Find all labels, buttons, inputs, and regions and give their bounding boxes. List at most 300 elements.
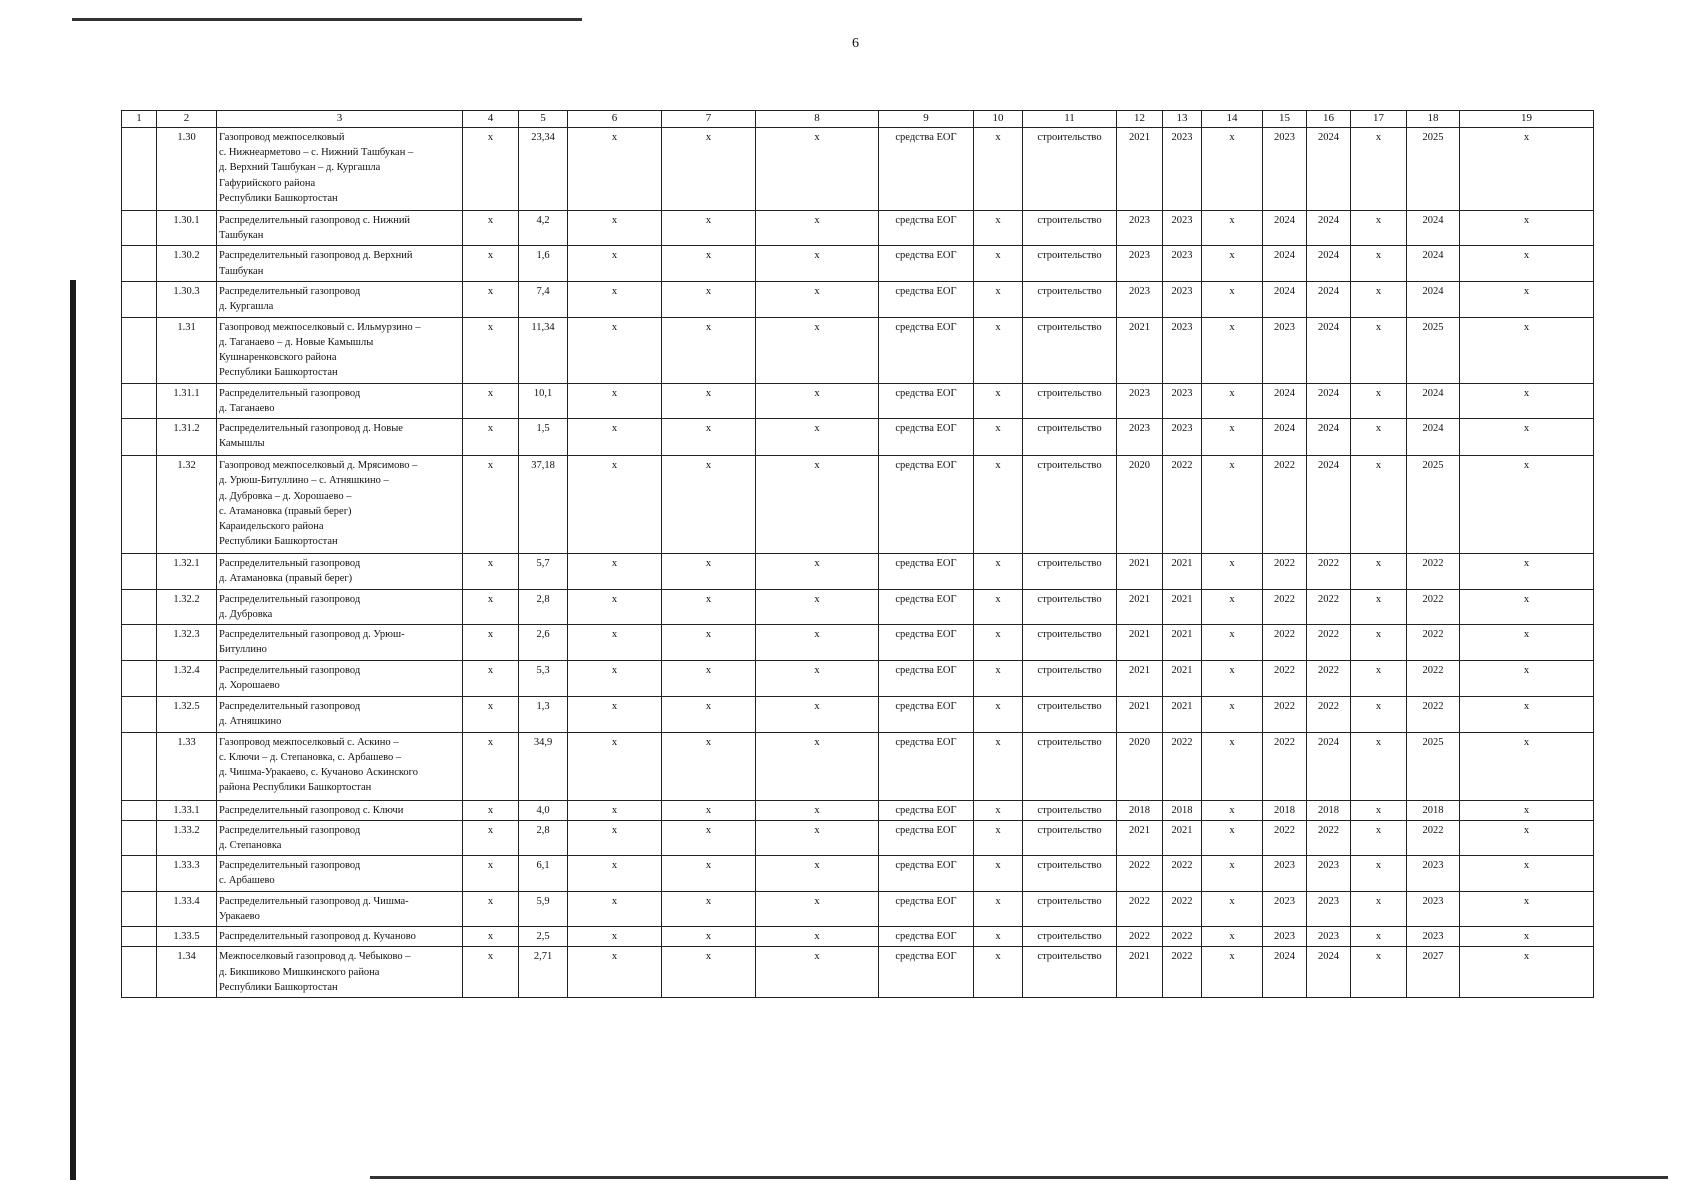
cell-c19: x: [1460, 383, 1594, 418]
row-number: 1.30.1: [157, 210, 217, 245]
row-col-1: [122, 625, 157, 661]
row-number: 1.33.2: [157, 820, 217, 855]
cell-c16: 2018: [1307, 800, 1351, 820]
row-col-1: [122, 210, 157, 245]
object-name-line: д. Чишма-Уракаево, с. Кучаново Аскинского: [219, 767, 418, 778]
cell-c11: строительство: [1023, 383, 1117, 418]
cell-c17: x: [1351, 317, 1407, 383]
object-name-line: Ташбукан: [219, 265, 264, 277]
cell-c11: строительство: [1023, 554, 1117, 589]
object-name-line: д. Атамановка (правый берег): [219, 573, 353, 585]
cell-c13: 2023: [1163, 246, 1202, 281]
cell-c6: x: [568, 820, 662, 855]
cell-c9: средства ЕОГ: [879, 927, 974, 947]
cell-c15: 2022: [1263, 820, 1307, 855]
object-name: [217, 856, 463, 891]
cell-c4: x: [463, 856, 519, 891]
table-row: [122, 927, 1594, 947]
cell-c18: 2025: [1407, 317, 1460, 383]
cell-c4: x: [463, 127, 519, 210]
object-name: [217, 383, 463, 418]
cell-c12: 2023: [1117, 419, 1163, 456]
object-name-line: д. Верхний Ташбукан – д. Кургашла: [219, 162, 381, 174]
cell-c16: 2024: [1307, 210, 1351, 245]
cell-c13: 2023: [1163, 281, 1202, 317]
cell-c14: x: [1202, 697, 1263, 732]
object-name: [217, 661, 463, 697]
object-name: [217, 697, 463, 732]
cell-c12: 2021: [1117, 127, 1163, 210]
object-name-line: Распределительный газопровод: [219, 701, 361, 713]
cell-c8: x: [756, 927, 879, 947]
cell-c7: x: [662, 127, 756, 210]
cell-c13: 2022: [1163, 927, 1202, 947]
cell-c13: 2022: [1163, 947, 1202, 998]
column-header-10: 10: [974, 111, 1023, 128]
cell-c9: средства ЕОГ: [879, 210, 974, 245]
row-col-1: [122, 281, 157, 317]
cell-c8: x: [756, 127, 879, 210]
table-row: [122, 820, 1594, 855]
cell-c6: x: [568, 281, 662, 317]
cell-c17: x: [1351, 891, 1407, 926]
object-name: [217, 891, 463, 926]
row-col-1: [122, 891, 157, 926]
cell-c5: 2,8: [519, 820, 568, 855]
cell-c18: 2023: [1407, 891, 1460, 926]
cell-c6: x: [568, 732, 662, 800]
column-header-6: 6: [568, 111, 662, 128]
cell-c12: 2020: [1117, 456, 1163, 554]
cell-c16: 2023: [1307, 891, 1351, 926]
cell-c17: x: [1351, 625, 1407, 661]
cell-c5: 2,5: [519, 927, 568, 947]
object-name-line: Распределительный газопровод д. Верхний: [219, 250, 413, 262]
column-header-3: 3: [217, 111, 463, 128]
cell-c4: x: [463, 697, 519, 732]
cell-c19: x: [1460, 856, 1594, 891]
cell-c11: строительство: [1023, 697, 1117, 732]
cell-c9: средства ЕОГ: [879, 317, 974, 383]
cell-c19: x: [1460, 456, 1594, 554]
row-number: 1.30.3: [157, 281, 217, 317]
row-col-1: [122, 856, 157, 891]
cell-c15: 2024: [1263, 246, 1307, 281]
cell-c17: x: [1351, 246, 1407, 281]
cell-c5: 11,34: [519, 317, 568, 383]
cell-c8: x: [756, 419, 879, 456]
column-header-12: 12: [1117, 111, 1163, 128]
object-name-line: д. Дубровка: [219, 608, 273, 620]
cell-c13: 2023: [1163, 210, 1202, 245]
cell-c5: 37,18: [519, 456, 568, 554]
cell-c15: 2023: [1263, 127, 1307, 210]
cell-c7: x: [662, 383, 756, 418]
cell-c18: 2022: [1407, 589, 1460, 624]
cell-c8: x: [756, 589, 879, 624]
cell-c18: 2024: [1407, 383, 1460, 418]
object-name-line: д. Атняшкино: [219, 716, 282, 728]
object-name-line: д. Хорошаево: [219, 680, 280, 692]
cell-c10: x: [974, 281, 1023, 317]
scan-edge-top: [72, 18, 582, 21]
cell-c5: 1,5: [519, 419, 568, 456]
object-name-line: Межпоселковый газопровод д. Чебыково –: [219, 951, 411, 963]
cell-c9: средства ЕОГ: [879, 456, 974, 554]
cell-c17: x: [1351, 554, 1407, 589]
cell-c7: x: [662, 661, 756, 697]
object-name: [217, 820, 463, 855]
object-name-line: Распределительный газопровод: [219, 860, 361, 872]
cell-c8: x: [756, 820, 879, 855]
object-name-line: Газопровод межпоселковый с. Ильмурзино –: [219, 321, 421, 333]
cell-c19: x: [1460, 210, 1594, 245]
row-number: 1.33: [157, 732, 217, 800]
cell-c12: 2022: [1117, 856, 1163, 891]
cell-c19: x: [1460, 947, 1594, 998]
row-col-1: [122, 820, 157, 855]
cell-c13: 2021: [1163, 589, 1202, 624]
row-number: 1.32: [157, 456, 217, 554]
column-header-1: 1: [122, 111, 157, 128]
cell-c15: 2022: [1263, 661, 1307, 697]
cell-c6: x: [568, 589, 662, 624]
object-name-line: Распределительный газопровод д. Новые: [219, 423, 403, 435]
cell-c7: x: [662, 317, 756, 383]
cell-c13: 2023: [1163, 383, 1202, 418]
object-name-line: Газопровод межпоселковый д. Мрясимово –: [219, 460, 418, 472]
cell-c11: строительство: [1023, 891, 1117, 926]
column-header-9: 9: [879, 111, 974, 128]
column-header-2: 2: [157, 111, 217, 128]
cell-c13: 2023: [1163, 127, 1202, 210]
cell-c6: x: [568, 947, 662, 998]
cell-c13: 2021: [1163, 554, 1202, 589]
cell-c14: x: [1202, 947, 1263, 998]
row-col-1: [122, 800, 157, 820]
cell-c5: 1,3: [519, 697, 568, 732]
object-name-line: Уракаево: [219, 910, 260, 922]
cell-c19: x: [1460, 281, 1594, 317]
cell-c14: x: [1202, 456, 1263, 554]
cell-c11: строительство: [1023, 661, 1117, 697]
object-name-line: Распределительный газопровод с. Нижний: [219, 214, 411, 226]
cell-c17: x: [1351, 732, 1407, 800]
table-row: [122, 419, 1594, 456]
cell-c17: x: [1351, 127, 1407, 210]
cell-c6: x: [568, 456, 662, 554]
table-row: [122, 589, 1594, 624]
cell-c16: 2024: [1307, 456, 1351, 554]
cell-c18: 2025: [1407, 127, 1460, 210]
object-name-line: Республики Башкортостан: [219, 367, 338, 379]
cell-c17: x: [1351, 589, 1407, 624]
cell-c18: 2022: [1407, 625, 1460, 661]
object-name-line: района Республики Башкортостан: [219, 782, 372, 794]
object-name: [217, 210, 463, 245]
cell-c8: x: [756, 281, 879, 317]
object-name-line: Кушнаренковского района: [219, 352, 337, 364]
cell-c13: 2021: [1163, 697, 1202, 732]
cell-c6: x: [568, 554, 662, 589]
cell-c17: x: [1351, 383, 1407, 418]
scan-edge-left: [70, 280, 76, 1180]
cell-c4: x: [463, 947, 519, 998]
cell-c13: 2021: [1163, 820, 1202, 855]
object-name-line: Газопровод межпоселковый с. Аскино –: [219, 736, 399, 748]
row-number: 1.33.1: [157, 800, 217, 820]
table-row: [122, 661, 1594, 697]
cell-c11: строительство: [1023, 800, 1117, 820]
cell-c14: x: [1202, 820, 1263, 855]
object-name-line: Республики Башкортостан: [219, 192, 338, 204]
row-number: 1.33.5: [157, 927, 217, 947]
cell-c7: x: [662, 589, 756, 624]
cell-c6: x: [568, 697, 662, 732]
cell-c17: x: [1351, 210, 1407, 245]
cell-c13: 2022: [1163, 856, 1202, 891]
table-body: [122, 127, 1594, 997]
cell-c18: 2025: [1407, 732, 1460, 800]
cell-c10: x: [974, 732, 1023, 800]
cell-c9: средства ЕОГ: [879, 246, 974, 281]
cell-c9: средства ЕОГ: [879, 891, 974, 926]
object-name-line: Республики Башкортостан: [219, 536, 338, 548]
object-name: [217, 554, 463, 589]
cell-c11: строительство: [1023, 927, 1117, 947]
cell-c5: 2,8: [519, 589, 568, 624]
cell-c9: средства ЕОГ: [879, 732, 974, 800]
object-name-line: Распределительный газопровод д. Чишма-: [219, 895, 409, 907]
object-name-line: Ташбукан: [219, 230, 264, 242]
cell-c4: x: [463, 589, 519, 624]
table-row: [122, 210, 1594, 245]
cell-c15: 2022: [1263, 625, 1307, 661]
cell-c4: x: [463, 383, 519, 418]
cell-c8: x: [756, 246, 879, 281]
cell-c5: 2,71: [519, 947, 568, 998]
cell-c16: 2022: [1307, 661, 1351, 697]
cell-c17: x: [1351, 820, 1407, 855]
object-name-line: Битуллино: [219, 644, 267, 656]
row-col-1: [122, 947, 157, 998]
row-number: 1.32.2: [157, 589, 217, 624]
cell-c13: 2021: [1163, 661, 1202, 697]
cell-c18: 2023: [1407, 927, 1460, 947]
cell-c15: 2022: [1263, 697, 1307, 732]
cell-c7: x: [662, 800, 756, 820]
cell-c5: 34,9: [519, 732, 568, 800]
column-header-8: 8: [756, 111, 879, 128]
cell-c18: 2024: [1407, 246, 1460, 281]
cell-c4: x: [463, 820, 519, 855]
row-col-1: [122, 383, 157, 418]
object-name-line: Камышлы: [219, 438, 265, 450]
cell-c6: x: [568, 246, 662, 281]
object-name: [217, 927, 463, 947]
cell-c7: x: [662, 927, 756, 947]
cell-c15: 2023: [1263, 856, 1307, 891]
cell-c10: x: [974, 820, 1023, 855]
cell-c14: x: [1202, 625, 1263, 661]
object-name: [217, 589, 463, 624]
row-col-1: [122, 246, 157, 281]
cell-c18: 2027: [1407, 947, 1460, 998]
object-name-line: д. Степановка: [219, 840, 282, 851]
row-col-1: [122, 732, 157, 800]
cell-c17: x: [1351, 800, 1407, 820]
table-row: [122, 554, 1594, 589]
object-name-line: д. Кургашла: [219, 301, 274, 313]
cell-c18: 2022: [1407, 554, 1460, 589]
cell-c6: x: [568, 127, 662, 210]
cell-c7: x: [662, 281, 756, 317]
cell-c13: 2022: [1163, 456, 1202, 554]
cell-c17: x: [1351, 927, 1407, 947]
table-row: [122, 281, 1594, 317]
cell-c12: 2021: [1117, 317, 1163, 383]
cell-c4: x: [463, 732, 519, 800]
column-header-15: 15: [1263, 111, 1307, 128]
cell-c19: x: [1460, 732, 1594, 800]
cell-c4: x: [463, 625, 519, 661]
cell-c6: x: [568, 210, 662, 245]
object-name-line: д. Бикшиково Мишкинского района: [219, 966, 380, 978]
cell-c5: 1,6: [519, 246, 568, 281]
cell-c9: средства ЕОГ: [879, 947, 974, 998]
cell-c8: x: [756, 856, 879, 891]
cell-c6: x: [568, 856, 662, 891]
cell-c10: x: [974, 246, 1023, 281]
row-number: 1.33.3: [157, 856, 217, 891]
cell-c9: средства ЕОГ: [879, 419, 974, 456]
cell-c17: x: [1351, 456, 1407, 554]
object-name-line: Распределительный газопровод: [219, 387, 361, 399]
column-header-13: 13: [1163, 111, 1202, 128]
cell-c11: строительство: [1023, 419, 1117, 456]
cell-c10: x: [974, 856, 1023, 891]
column-header-5: 5: [519, 111, 568, 128]
object-name: [217, 800, 463, 820]
cell-c14: x: [1202, 383, 1263, 418]
cell-c13: 2022: [1163, 891, 1202, 926]
cell-c10: x: [974, 419, 1023, 456]
table-row: [122, 383, 1594, 418]
cell-c6: x: [568, 419, 662, 456]
cell-c8: x: [756, 697, 879, 732]
cell-c16: 2023: [1307, 856, 1351, 891]
cell-c4: x: [463, 419, 519, 456]
cell-c16: 2022: [1307, 820, 1351, 855]
cell-c8: x: [756, 891, 879, 926]
cell-c18: 2022: [1407, 697, 1460, 732]
cell-c4: x: [463, 800, 519, 820]
cell-c18: 2022: [1407, 661, 1460, 697]
cell-c14: x: [1202, 246, 1263, 281]
cell-c6: x: [568, 317, 662, 383]
cell-c19: x: [1460, 891, 1594, 926]
cell-c11: строительство: [1023, 281, 1117, 317]
cell-c6: x: [568, 661, 662, 697]
column-header-17: 17: [1351, 111, 1407, 128]
row-number: 1.33.4: [157, 891, 217, 926]
row-number: 1.32.1: [157, 554, 217, 589]
cell-c7: x: [662, 419, 756, 456]
cell-c15: 2022: [1263, 732, 1307, 800]
cell-c14: x: [1202, 927, 1263, 947]
cell-c10: x: [974, 554, 1023, 589]
cell-c11: строительство: [1023, 820, 1117, 855]
table-row: [122, 246, 1594, 281]
cell-c14: x: [1202, 800, 1263, 820]
row-col-1: [122, 127, 157, 210]
cell-c8: x: [756, 800, 879, 820]
object-name-line: д. Дубровка – д. Хорошаево –: [219, 490, 352, 502]
row-col-1: [122, 589, 157, 624]
object-name-line: Республики Башкортостан: [219, 981, 338, 993]
cell-c10: x: [974, 891, 1023, 926]
cell-c11: строительство: [1023, 589, 1117, 624]
cell-c6: x: [568, 383, 662, 418]
cell-c9: средства ЕОГ: [879, 697, 974, 732]
cell-c10: x: [974, 697, 1023, 732]
cell-c12: 2023: [1117, 246, 1163, 281]
cell-c9: средства ЕОГ: [879, 820, 974, 855]
column-header-7: 7: [662, 111, 756, 128]
cell-c19: x: [1460, 625, 1594, 661]
cell-c7: x: [662, 625, 756, 661]
cell-c11: строительство: [1023, 246, 1117, 281]
cell-c4: x: [463, 554, 519, 589]
row-col-1: [122, 927, 157, 947]
cell-c14: x: [1202, 891, 1263, 926]
cell-c4: x: [463, 317, 519, 383]
object-name-line: Распределительный газопровод: [219, 285, 361, 297]
cell-c8: x: [756, 383, 879, 418]
cell-c10: x: [974, 383, 1023, 418]
cell-c12: 2021: [1117, 697, 1163, 732]
cell-c10: x: [974, 800, 1023, 820]
table-header: [122, 111, 1594, 128]
cell-c15: 2024: [1263, 383, 1307, 418]
cell-c14: x: [1202, 317, 1263, 383]
table-row: [122, 856, 1594, 891]
table-row: [122, 947, 1594, 998]
cell-c14: x: [1202, 554, 1263, 589]
cell-c19: x: [1460, 246, 1594, 281]
cell-c10: x: [974, 317, 1023, 383]
cell-c12: 2021: [1117, 820, 1163, 855]
cell-c12: 2023: [1117, 210, 1163, 245]
cell-c8: x: [756, 554, 879, 589]
cell-c11: строительство: [1023, 127, 1117, 210]
row-number: 1.31.2: [157, 419, 217, 456]
object-name: [217, 281, 463, 317]
cell-c13: 2018: [1163, 800, 1202, 820]
cell-c4: x: [463, 927, 519, 947]
object-name: [217, 732, 463, 800]
cell-c18: 2024: [1407, 210, 1460, 245]
cell-c12: 2021: [1117, 589, 1163, 624]
cell-c12: 2023: [1117, 281, 1163, 317]
gas-pipeline-table: [121, 110, 1594, 998]
cell-c12: 2021: [1117, 661, 1163, 697]
cell-c11: строительство: [1023, 947, 1117, 998]
cell-c14: x: [1202, 281, 1263, 317]
cell-c7: x: [662, 891, 756, 926]
cell-c4: x: [463, 246, 519, 281]
column-header-14: 14: [1202, 111, 1263, 128]
